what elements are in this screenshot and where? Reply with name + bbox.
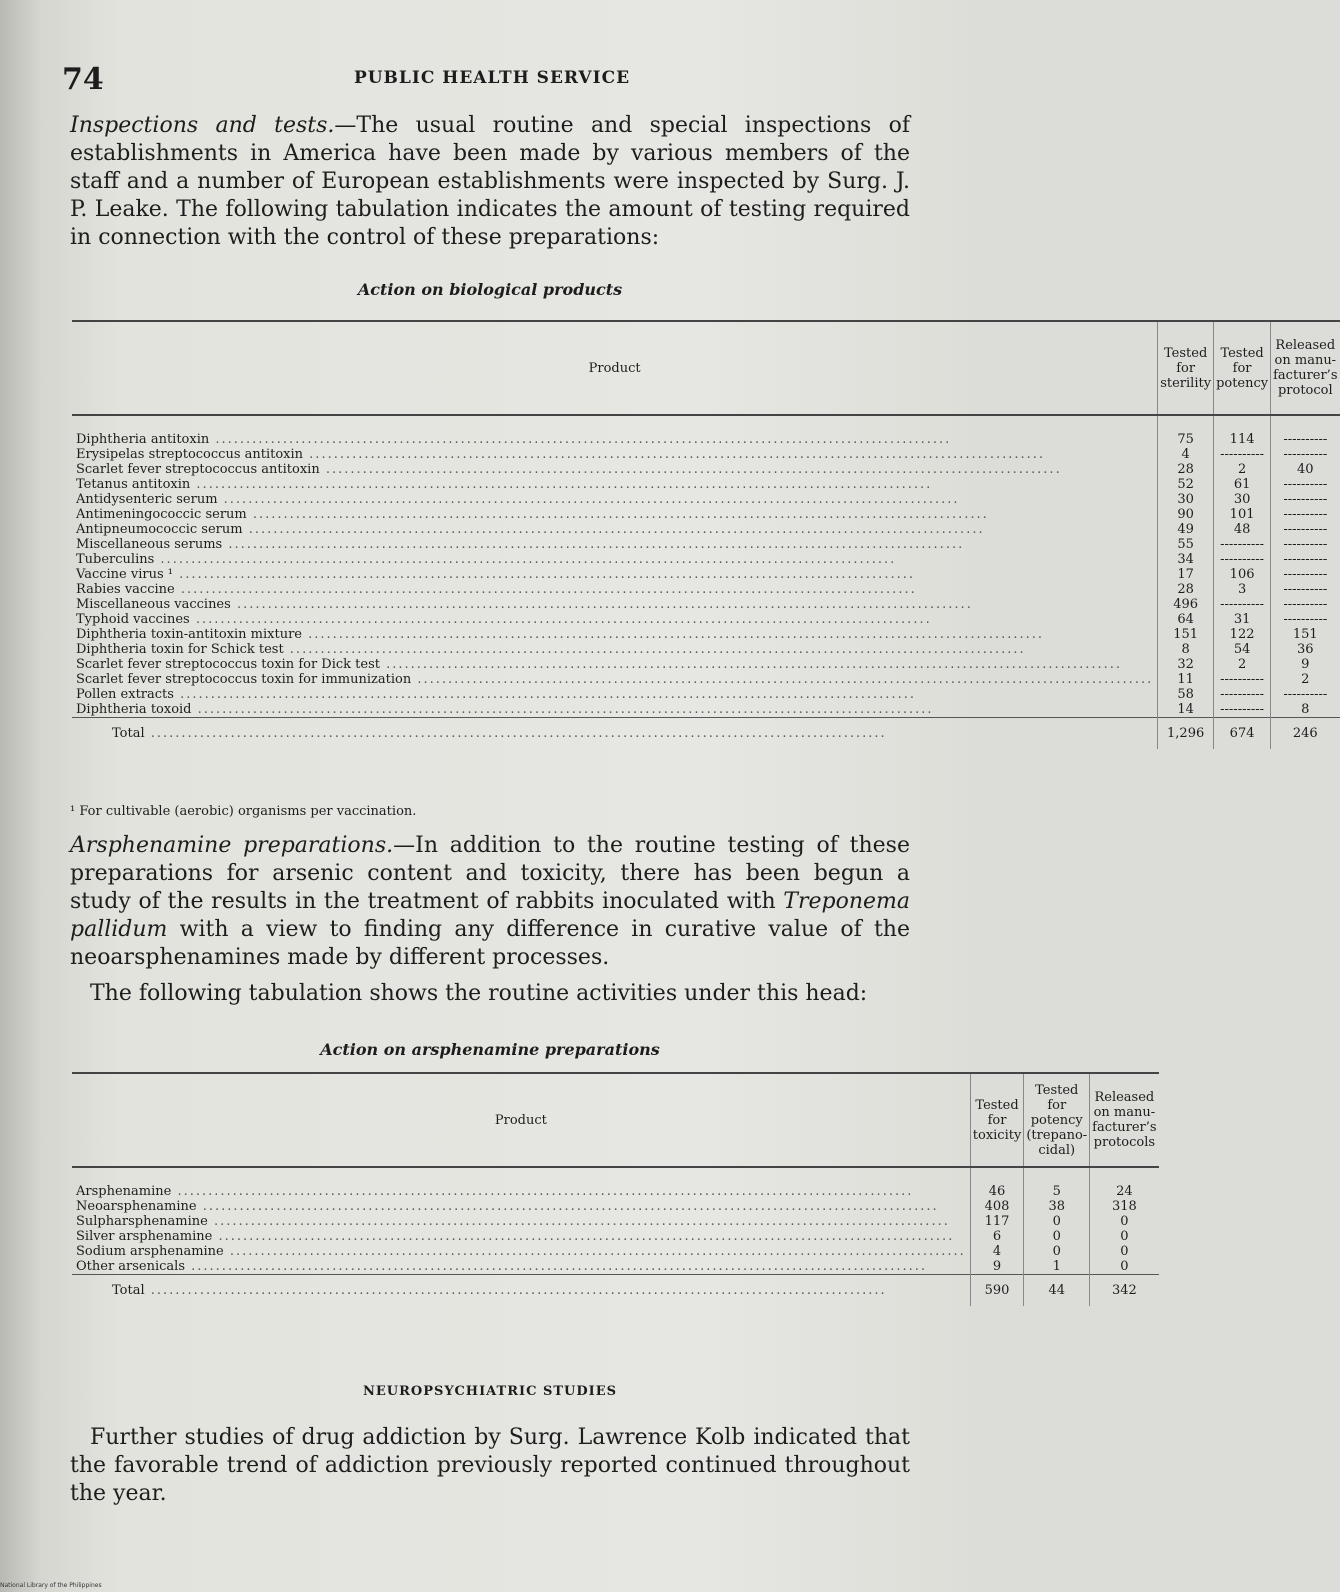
cell-sterility: 28: [1158, 582, 1214, 597]
cell-sterility: 64: [1158, 612, 1214, 627]
table-row: [72, 462, 1340, 477]
paragraph-text: —The usual routine and special inspections of establishments in America have been made by various members of the staff and a number of European establishments were inspected by Surg. J. P. Leake. The following tabulation indicates the amount of testing required in connection with the control of these preparations:: [70, 113, 910, 250]
table2-body: [72, 1167, 1159, 1306]
cell-product: Sodium arsphenamine ........................................................................................................................: [76, 1244, 966, 1259]
table-row: [72, 687, 1340, 702]
cell-product: Diphtheria toxin for Schick test ........................................................................................................................: [76, 642, 1026, 657]
cell-released: ----------: [1271, 447, 1340, 462]
cell-released: ----------: [1271, 552, 1340, 567]
table-row: [72, 1214, 1159, 1229]
cell-sterility: 17: [1158, 567, 1214, 582]
cell-potency: 30: [1214, 492, 1271, 507]
cell-potency: 106: [1214, 567, 1271, 582]
product-name: Vaccine virus ¹: [76, 567, 173, 582]
table-row: [72, 627, 1340, 642]
cell-sterility: 8: [1158, 642, 1214, 657]
cell-product: Rabies vaccine ........................................................................................................................: [76, 582, 917, 597]
cell-released: ----------: [1271, 612, 1340, 627]
cell-potency: 0: [1024, 1229, 1090, 1244]
table1-footnote: ¹ For cultivable (aerobic) organisms per vaccination.: [70, 804, 417, 819]
cell-potency: 0: [1024, 1244, 1090, 1259]
cell-product: Pollen extracts ........................................................................................................................: [76, 687, 916, 702]
product-name: Sodium arsphenamine: [76, 1244, 224, 1259]
total-label: Total: [112, 1283, 145, 1298]
table-row: [72, 1229, 1159, 1244]
cell-toxicity: 4: [970, 1244, 1024, 1259]
cell-potency: 2: [1214, 462, 1271, 477]
cell-potency: 101: [1214, 507, 1271, 522]
table1-body: [72, 415, 1340, 749]
paragraph-neuropsychiatric: Further studies of drug addiction by Surg. Lawrence Kolb indicated that the favorable trend of addiction previously reported continued throughout the year.: [70, 1425, 910, 1506]
product-name: Sulpharsphenamine: [76, 1214, 208, 1229]
cell-sterility: 28: [1158, 462, 1214, 477]
table-row: [72, 477, 1340, 492]
product-name: Pollen extracts: [76, 687, 174, 702]
col-header-toxicity: Tested for toxicity: [970, 1073, 1024, 1167]
cell-potency: ----------: [1214, 702, 1271, 718]
table-row: [72, 582, 1340, 597]
table-row: [72, 597, 1340, 612]
paragraph-lead: Arsphenamine preparations.: [70, 833, 394, 858]
cell-released: 9: [1271, 657, 1340, 672]
cell-released: 0: [1090, 1259, 1159, 1275]
cell-released: 36: [1271, 642, 1340, 657]
species-name: Treponema pallidum: [70, 889, 910, 942]
product-name: Silver arsphenamine: [76, 1229, 213, 1244]
cell-product: Neoarsphenamine ........................................................................................................................: [76, 1199, 939, 1214]
table-row: [72, 1167, 1159, 1199]
table2-caption: Action on arsphenamine preparations: [320, 1040, 660, 1059]
total-label: Total: [112, 726, 145, 741]
cell-released: 318: [1090, 1199, 1159, 1214]
product-name: Scarlet fever streptococcus antitoxin: [76, 462, 320, 477]
table-row: [72, 657, 1340, 672]
cell-potency: 3: [1214, 582, 1271, 597]
table-row: [72, 447, 1340, 462]
col-header-product: Product: [72, 1073, 970, 1167]
cell-released: 24: [1090, 1167, 1159, 1199]
cell-product: Vaccine virus ¹ ........................................................................................................................: [76, 567, 915, 582]
cell-released: ----------: [1271, 687, 1340, 702]
cell-potency: ----------: [1214, 552, 1271, 567]
cell-released: 8: [1271, 702, 1340, 718]
cell-product: Antidysenteric serum ........................................................................................................................: [76, 492, 960, 507]
cell-total-toxicity: 590: [970, 1275, 1024, 1307]
cell-product: Sulpharsphenamine ........................................................................................................................: [76, 1214, 950, 1229]
cell-sterility: 32: [1158, 657, 1214, 672]
cell-potency: 5: [1024, 1167, 1090, 1199]
product-name: Typhoid vaccines: [76, 612, 190, 627]
table-row: [72, 702, 1340, 718]
cell-potency: 2: [1214, 657, 1271, 672]
cell-released: 2: [1271, 672, 1340, 687]
cell-toxicity: 9: [970, 1259, 1024, 1275]
page-number: 74: [62, 62, 104, 97]
cell-sterility: 14: [1158, 702, 1214, 718]
cell-total-label: Total ........................................................................................................................: [72, 718, 1158, 750]
cell-product: Tuberculins ........................................................................................................................: [76, 552, 897, 567]
cell-released: ----------: [1271, 567, 1340, 582]
cell-sterility: 55: [1158, 537, 1214, 552]
total-row: [72, 1275, 1159, 1307]
product-name: Miscellaneous vaccines: [76, 597, 231, 612]
cell-sterility: 52: [1158, 477, 1214, 492]
paragraph-lead: Inspections and tests.: [70, 113, 335, 138]
paragraph-tabulation: The following tabulation shows the routine activities under this head:: [90, 981, 868, 1006]
table-row: [72, 567, 1340, 582]
cell-released: ----------: [1271, 537, 1340, 552]
cell-product: Scarlet fever streptococcus antitoxin ........................................................................................................................: [76, 462, 1062, 477]
table1-caption: Action on biological products: [357, 280, 623, 299]
cell-total-sterility: 1,296: [1158, 718, 1214, 750]
cell-released: 0: [1090, 1244, 1159, 1259]
product-name: Scarlet fever streptococcus toxin for immunization: [76, 672, 412, 687]
cell-sterility: 75: [1158, 415, 1214, 447]
cell-released: ----------: [1271, 492, 1340, 507]
product-name: Other arsenicals: [76, 1259, 186, 1274]
cell-potency: 1: [1024, 1259, 1090, 1275]
col-header-product: Product: [72, 321, 1158, 415]
page-header: [62, 62, 922, 102]
product-name: Diphtheria toxin for Schick test: [76, 642, 284, 657]
cell-product: Arsphenamine ........................................................................................................................: [76, 1184, 914, 1199]
cell-product: Diphtheria antitoxin ........................................................................................................................: [76, 432, 952, 447]
cell-product: Tetanus antitoxin ........................................................................................................................: [76, 477, 933, 492]
product-name: Antimeningococcic serum: [76, 507, 247, 522]
paragraph-inspections: [70, 112, 910, 252]
cell-product: Erysipelas streptococcus antitoxin ........................................................................................................................: [76, 447, 1046, 462]
cell-total-potency: 44: [1024, 1275, 1090, 1307]
cell-potency: 114: [1214, 415, 1271, 447]
cell-potency: ----------: [1214, 447, 1271, 462]
paragraph-arsphenamine: [70, 832, 910, 972]
table-row: [72, 492, 1340, 507]
col-header-potency: Tested for potency: [1214, 321, 1271, 415]
product-name: Rabies vaccine: [76, 582, 175, 597]
cell-toxicity: 6: [970, 1229, 1024, 1244]
product-name: Arsphenamine: [76, 1184, 172, 1199]
product-name: Tuberculins: [76, 552, 155, 567]
arsphenamine-table: [72, 1072, 1159, 1306]
cell-sterility: 30: [1158, 492, 1214, 507]
cell-released: ----------: [1271, 507, 1340, 522]
cell-total-released: 246: [1271, 718, 1340, 750]
table-row: [72, 672, 1340, 687]
col-header-released: Released on manu-facturer’s protocols: [1090, 1073, 1159, 1167]
table-row: [72, 415, 1340, 447]
table-row: [72, 522, 1340, 537]
cell-product: Miscellaneous serums ........................................................................................................................: [76, 537, 965, 552]
cell-product: Other arsenicals ........................................................................................................................: [76, 1259, 928, 1274]
product-name: Tetanus antitoxin: [76, 477, 191, 492]
cell-product: Diphtheria toxin-antitoxin mixture ........................................................................................................................: [76, 627, 1045, 642]
cell-released: 0: [1090, 1214, 1159, 1229]
cell-sterility: 11: [1158, 672, 1214, 687]
cell-total-potency: 674: [1214, 718, 1271, 750]
cell-potency: 48: [1214, 522, 1271, 537]
cell-sterility: 58: [1158, 687, 1214, 702]
col-header-released: Released on manu-facturer’s protocol: [1271, 321, 1340, 415]
cell-product: Diphtheria toxoid ........................................................................................................................: [76, 702, 934, 717]
table-row: [72, 1199, 1159, 1214]
col-header-potency: Tested for potency (trepano-cidal): [1024, 1073, 1090, 1167]
cell-toxicity: 46: [970, 1167, 1024, 1199]
product-name: Antidysenteric serum: [76, 492, 218, 507]
cell-sterility: 49: [1158, 522, 1214, 537]
cell-product: Scarlet fever streptococcus toxin for immunization ........................................................................................................................: [76, 672, 1154, 687]
table-row: [72, 1244, 1159, 1259]
cell-sterility: 4: [1158, 447, 1214, 462]
product-name: Miscellaneous serums: [76, 537, 223, 552]
product-name: Diphtheria antitoxin: [76, 432, 210, 447]
cell-released: ----------: [1271, 597, 1340, 612]
product-name: Erysipelas streptococcus antitoxin: [76, 447, 304, 462]
cell-toxicity: 117: [970, 1214, 1024, 1229]
scan-caption: National Library of the Philippines: [0, 1582, 102, 1589]
cell-released: ----------: [1271, 477, 1340, 492]
cell-released: ----------: [1271, 582, 1340, 597]
col-header-sterility: Tested for sterility: [1158, 321, 1214, 415]
cell-product: Silver arsphenamine ........................................................................................................................: [76, 1229, 955, 1244]
product-name: Neoarsphenamine: [76, 1199, 197, 1214]
table-row: [72, 1259, 1159, 1275]
biological-products-table: [72, 320, 1340, 749]
table-row: [72, 537, 1340, 552]
cell-sterility: 151: [1158, 627, 1214, 642]
cell-product: Antipneumococcic serum ........................................................................................................................: [76, 522, 985, 537]
product-name: Diphtheria toxoid: [76, 702, 192, 717]
cell-potency: ----------: [1214, 537, 1271, 552]
cell-released: ----------: [1271, 522, 1340, 537]
cell-potency: 31: [1214, 612, 1271, 627]
cell-total-released: 342: [1090, 1275, 1159, 1307]
cell-released: 0: [1090, 1229, 1159, 1244]
cell-toxicity: 408: [970, 1199, 1024, 1214]
cell-released: 40: [1271, 462, 1340, 477]
cell-potency: 122: [1214, 627, 1271, 642]
cell-potency: 54: [1214, 642, 1271, 657]
paragraph-text: with a view to finding any difference in curative value of the neoarsphenamines made by different processes.: [70, 917, 910, 970]
table-row: [72, 612, 1340, 627]
cell-product: Typhoid vaccines ........................................................................................................................: [76, 612, 932, 627]
cell-sterility: 34: [1158, 552, 1214, 567]
product-name: Antipneumococcic serum: [76, 522, 243, 537]
table-row: [72, 642, 1340, 657]
running-title: PUBLIC HEALTH SERVICE: [353, 68, 631, 88]
cell-total-label: Total ........................................................................................................................: [72, 1275, 970, 1307]
cell-potency: 38: [1024, 1199, 1090, 1214]
cell-product: Scarlet fever streptococcus toxin for Dick test ........................................................................................................................: [76, 657, 1122, 672]
section-heading: NEUROPSYCHIATRIC STUDIES: [362, 1384, 618, 1399]
table-row: [72, 507, 1340, 522]
cell-product: Antimeningococcic serum ........................................................................................................................: [76, 507, 989, 522]
total-row: [72, 718, 1340, 750]
cell-released: 151: [1271, 627, 1340, 642]
product-name: Diphtheria toxin-antitoxin mixture: [76, 627, 302, 642]
cell-sterility: 496: [1158, 597, 1214, 612]
paragraph-text: —In addition to the routine testing of these preparations for arsenic content and toxicity, there has been begun a study of the results in the treatment of rabbits inoculated with: [70, 833, 910, 914]
cell-potency: ----------: [1214, 597, 1271, 612]
cell-potency: ----------: [1214, 687, 1271, 702]
cell-potency: 61: [1214, 477, 1271, 492]
product-name: Scarlet fever streptococcus toxin for Dick test: [76, 657, 380, 672]
cell-potency: 0: [1024, 1214, 1090, 1229]
cell-potency: ----------: [1214, 672, 1271, 687]
table-row: [72, 552, 1340, 567]
cell-sterility: 90: [1158, 507, 1214, 522]
cell-released: ----------: [1271, 415, 1340, 447]
cell-product: Miscellaneous vaccines ........................................................................................................................: [76, 597, 973, 612]
